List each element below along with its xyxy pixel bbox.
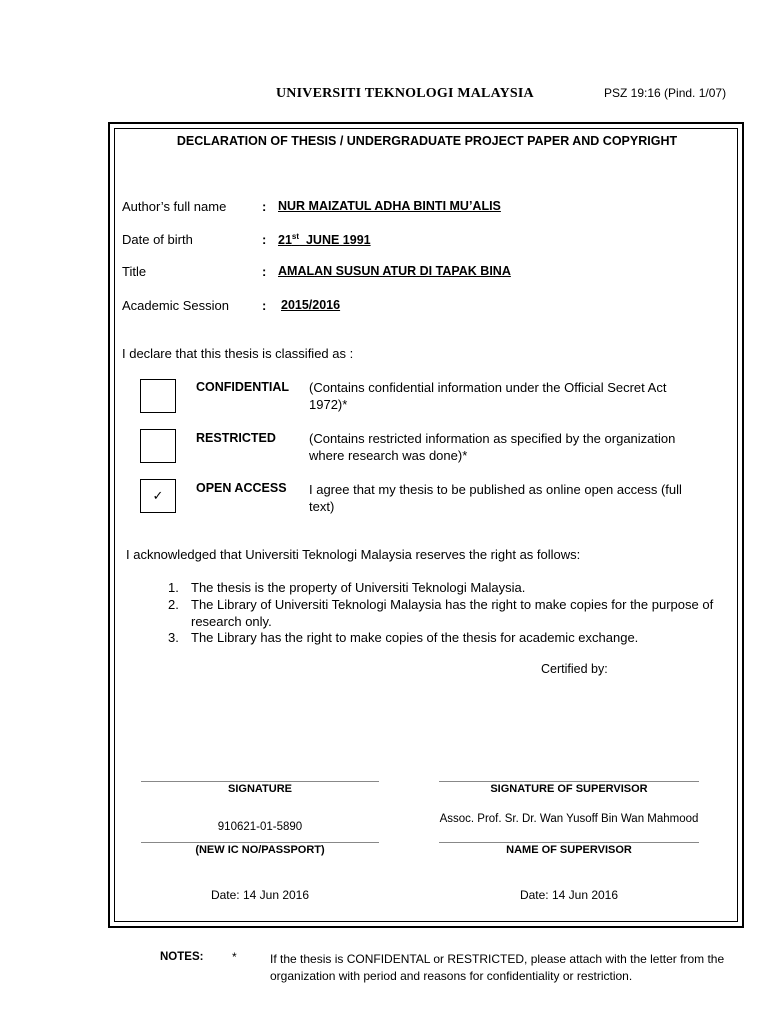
dob-label: Date of birth xyxy=(122,232,193,247)
author-colon: : xyxy=(262,199,267,214)
dob-suffix: st xyxy=(291,232,300,241)
title-colon: : xyxy=(262,264,267,279)
signature-line-right xyxy=(439,781,699,782)
confidential-checkbox[interactable] xyxy=(140,379,176,413)
dob-colon: : xyxy=(262,232,267,247)
restricted-description: (Contains restricted information as specified by the organization where research was done)* xyxy=(309,431,676,463)
supervisor-date: Date: 14 Jun 2016 xyxy=(519,888,619,902)
student-date: Date: 14 Jun 2016 xyxy=(210,888,310,902)
session-colon: : xyxy=(262,298,267,313)
supervisor-name-label: NAME OF SUPERVISOR xyxy=(506,844,632,856)
signature-label: SIGNATURE xyxy=(228,783,292,795)
rights-item-3-number: 3. xyxy=(168,630,179,645)
certified-by: Certified by: xyxy=(541,662,608,676)
rights-list xyxy=(168,580,738,650)
author-label: Author’s full name xyxy=(122,199,227,214)
acknowledgement-intro: I acknowledged that Universiti Teknologi Malaysia reserves the right as follows: xyxy=(126,547,581,562)
confidential-description: (Contains confidential information under the Official Secret Act 1972)* xyxy=(309,380,667,412)
rights-item-2: The Library of Universiti Teknologi Malaysia has the right to make copies for the purpose of research only. xyxy=(191,597,714,629)
title-label: Title xyxy=(122,264,147,279)
rights-item-1-number: 1. xyxy=(168,580,179,595)
ic-line xyxy=(141,842,379,843)
dob-day: 21 xyxy=(278,233,292,248)
declaration-title: DECLARATION OF THESIS / UNDERGRADUATE PROJECT PAPER AND COPYRIGHT xyxy=(176,134,678,148)
dob-value xyxy=(278,232,371,247)
open-access-description: I agree that my thesis to be published as online open access (full text) xyxy=(309,482,682,514)
declaration-frame-inner xyxy=(114,128,738,922)
confidential-label: CONFIDENTIAL xyxy=(196,380,290,394)
ic-label: (NEW IC NO/PASSPORT) xyxy=(195,844,325,856)
open-access-label: OPEN ACCESS xyxy=(196,481,287,495)
ic-number: 910621-01-5890 xyxy=(217,821,303,833)
supervisor-name-line xyxy=(439,842,699,843)
open-access-checkbox[interactable]: ✓ xyxy=(140,479,176,513)
session-label: Academic Session xyxy=(122,298,229,313)
notes-asterisk: * xyxy=(232,950,237,964)
rights-item-2-number: 2. xyxy=(168,597,179,612)
rights-item-3: The Library has the right to make copies of the thesis for academic exchange. xyxy=(191,630,639,645)
university-name: UNIVERSITI TEKNOLOGI MALAYSIA xyxy=(276,86,534,101)
title-value: AMALAN SUSUN ATUR DI TAPAK BINA xyxy=(278,264,511,278)
author-value: NUR MAIZATUL ADHA BINTI MU’ALIS xyxy=(278,199,501,213)
rights-item-1: The thesis is the property of Universiti Teknologi Malaysia. xyxy=(191,580,526,595)
supervisor-signature-label: SIGNATURE OF SUPERVISOR xyxy=(490,783,648,795)
declaration-frame xyxy=(108,122,744,928)
dob-rest: JUNE 1991 xyxy=(305,233,371,248)
notes-text: If the thesis is CONFIDENTAL or RESTRICTED, please attach with the letter from the organization with period and reasons for confidentiality or restriction. xyxy=(270,952,725,983)
signature-line-left xyxy=(141,781,379,782)
notes-label: NOTES: xyxy=(160,951,204,963)
restricted-label: RESTRICTED xyxy=(196,431,276,445)
supervisor-name: Assoc. Prof. Sr. Dr. Wan Yusoff Bin Wan Mahmood xyxy=(439,813,699,825)
classification-intro: I declare that this thesis is classified as : xyxy=(122,346,354,361)
form-code: PSZ 19:16 (Pind. 1/07) xyxy=(604,86,727,100)
restricted-checkbox[interactable] xyxy=(140,429,176,463)
session-value: 2015/2016 xyxy=(281,298,341,312)
